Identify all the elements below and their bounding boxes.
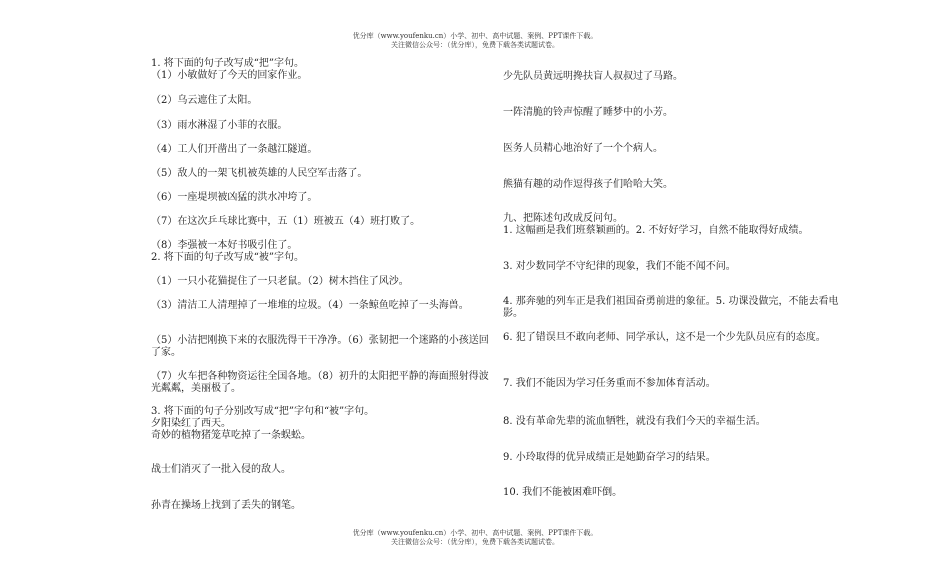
section-3-heading: 3. 将下面的句子分别改写成“把”字句和“被”字句。 <box>151 406 375 417</box>
exercise-line: 9. 小玲取得的优异成绩正是她勤奋学习的结果。 <box>503 452 716 463</box>
page-footer <box>0 529 950 547</box>
exercise-line: （2）乌云遮住了太阳。 <box>151 95 258 106</box>
section-9-heading: 九、把陈述句改成反问句。 <box>503 213 623 224</box>
exercise-line: （8）李强被一本好书吸引住了。 <box>151 240 298 251</box>
exercise-line: （4）工人们开凿出了一条越江隧道。 <box>151 144 318 155</box>
exercise-line: 战士们消灭了一批入侵的敌人。 <box>151 464 291 475</box>
exercise-line: （3）雨水淋湿了小菲的衣服。 <box>151 120 288 131</box>
exercise-line: 1. 这幅画是我们班蔡颖画的。2. 不好好学习，自然不能取得好成绩。 <box>503 225 809 236</box>
exercise-line: 6. 犯了错误旦不敢向老师、同学承认，这不是一个少先队员应有的态度。 <box>503 332 826 343</box>
exercise-line: 奇妙的植物猪笼草吃掉了一条蜈蚣。 <box>151 430 311 441</box>
exercise-line: 孙青在操场上找到了丢失的钢笔。 <box>151 500 301 511</box>
exercise-line: （7）在这次乒乓球比赛中，五（1）班被五（4）班打败了。 <box>151 216 421 227</box>
exercise-line: （3）清洁工人清理掉了一堆堆的垃圾。（4）一条鲸鱼吃掉了一头海兽。 <box>151 300 469 311</box>
exercise-line: 3. 对少数同学不守纪律的现象，我们不能不闻不问。 <box>503 261 736 272</box>
page-header <box>0 32 950 50</box>
exercise-line: （6）一座堤坝被凶猛的洪水冲垮了。 <box>151 192 318 203</box>
section-2-heading: 2. 将下面的句子改写成“被”字句。 <box>151 252 304 263</box>
header-line-2: 关注微信公众号：（优分库），免费下载各类试题试卷。 <box>391 41 559 49</box>
exercise-line: 熊猫有趣的动作逗得孩子们哈哈大笑。 <box>503 179 673 190</box>
exercise-line: 医务人员精心地治好了一个个病人。 <box>503 143 663 154</box>
exercise-line: 10. 我们不能被困难吓倒。 <box>503 487 623 498</box>
exercise-line: （7）火车把各种物资运往全国各地。（8）初升的太阳把平静的海面照射得波光粼粼，美丽极了。 <box>151 371 489 394</box>
exercise-line: 一阵清脆的铃声惊醒了睡梦中的小芳。 <box>503 107 673 118</box>
exercise-line: （1）小敏做好了今天的回家作业。 <box>151 70 308 81</box>
footer-line-2: 关注微信公众号：（优分库），免费下载各类试题试卷。 <box>391 538 559 546</box>
exercise-line: 4. 那奔驰的列车正是我们祖国奋勇前进的象征。5. 功课没做完，不能去看电影。 <box>503 296 839 319</box>
header-line-1: 优分库（www.youfenku.cn）小学、初中、高中试题、案例、PPT课件下载。 <box>352 32 598 40</box>
exercise-line: （1）一只小花猫捉住了一只老鼠。（2）树木挡住了风沙。 <box>151 276 409 287</box>
exercise-line: 8. 没有革命先辈的流血牺牲，就没有我们今天的幸福生活。 <box>503 416 766 427</box>
exercise-line: （5）敌人的一架飞机被英雄的人民空军击落了。 <box>151 168 368 179</box>
exercise-line: 少先队员黄远明搀扶盲人叔叔过了马路。 <box>503 71 683 82</box>
footer-line-1: 优分库（www.youfenku.cn）小学、初中、高中试题、案例、PPT课件下载。 <box>352 529 598 537</box>
exercise-line: （5）小洁把刚换下来的衣服洗得干干净净。（6）张韧把一个迷路的小孩送回了家。 <box>151 335 489 358</box>
exercise-line: 7. 我们不能因为学习任务重而不参加体育活动。 <box>503 378 716 389</box>
exercise-line: 夕阳染红了西天。 <box>151 418 231 429</box>
section-1-heading: 1. 将下面的句子改写成“把”字句。 <box>151 58 304 69</box>
